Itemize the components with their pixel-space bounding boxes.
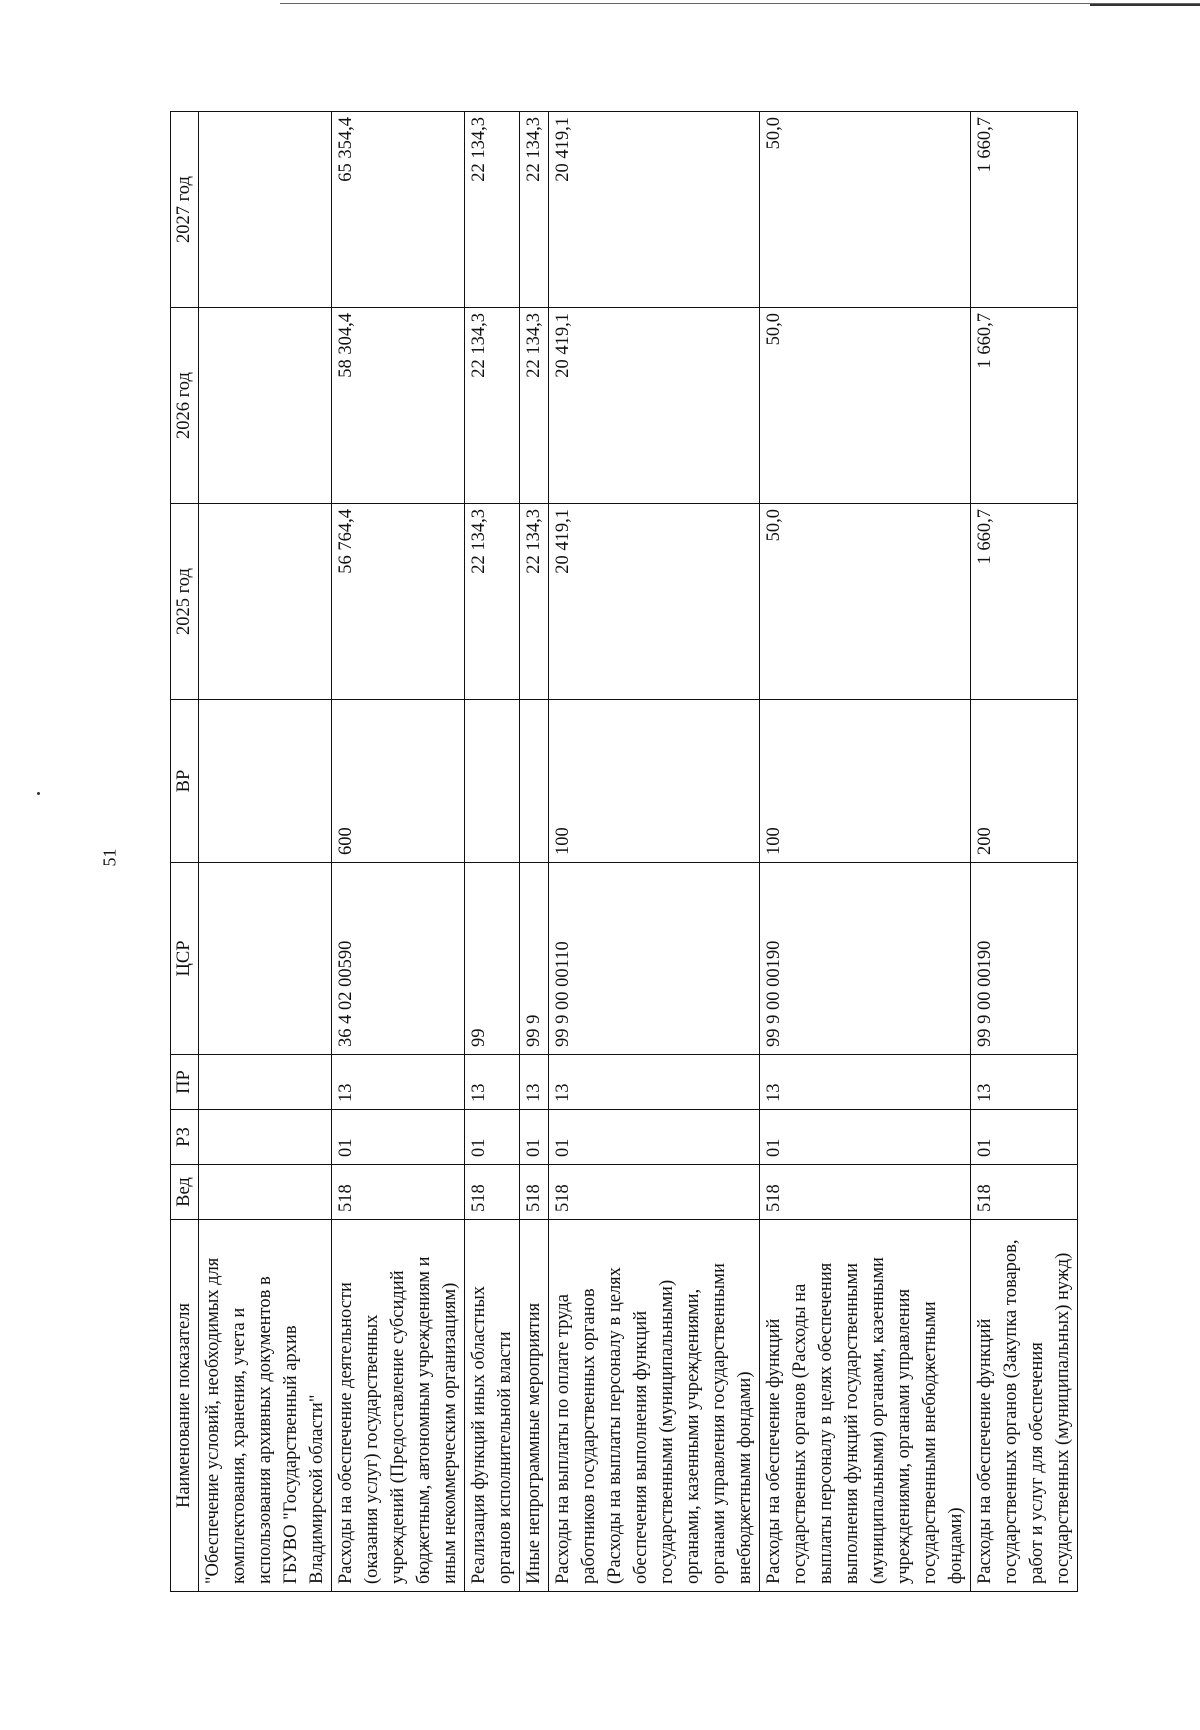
- cell-2026: [199, 308, 332, 504]
- cell-2027: 65 354,4: [332, 112, 465, 308]
- table-row: [199, 112, 332, 1592]
- cell-pr: 13: [760, 1055, 971, 1110]
- table-row: [465, 112, 520, 1592]
- rotated-table-container: [170, 112, 1140, 1592]
- cell-pr: [199, 1055, 332, 1110]
- cell-2027: [199, 112, 332, 308]
- cell-name: Расходы на выплаты по оплате труда работников государственных органов (Расходы на выплаты персоналу в целях обеспечения выполнения функций государственными (муниципальными) органами, казенными учреждениями, органами управления государственными внебюджетными фондами): [549, 1220, 760, 1592]
- cell-2027: 20 419,1: [549, 112, 760, 308]
- cell-name: Расходы на обеспечение деятельности (оказания услуг) государственных учреждений (Предоставление субсидий бюджетным, автономным учреждениям и иным некоммерческим организациям): [332, 1220, 465, 1592]
- table-row: [332, 112, 465, 1592]
- col-header-2025: 2025 год: [171, 504, 199, 700]
- cell-rz: 01: [971, 1110, 1078, 1165]
- cell-name: Расходы на обеспечение функций государственных органов (Расходы на выплаты персоналу в целях обеспечения выполнения функций государственными (муниципальными) органами, казенными учреждениями, органами управления государственными внебюджетными фондами): [760, 1220, 971, 1592]
- cell-2025: 56 764,4: [332, 504, 465, 700]
- cell-2026: 58 304,4: [332, 308, 465, 504]
- cell-rz: 01: [332, 1110, 465, 1165]
- cell-rz: 01: [760, 1110, 971, 1165]
- cell-2025: [199, 504, 332, 700]
- cell-2025: 1 660,7: [971, 504, 1078, 700]
- col-header-rz: РЗ: [171, 1110, 199, 1165]
- cell-2025: 22 134,3: [465, 504, 520, 700]
- scan-edge-line: [1090, 4, 1200, 6]
- cell-pr: 13: [520, 1055, 549, 1110]
- cell-2026: 22 134,3: [520, 308, 549, 504]
- cell-csr: 99 9 00 00190: [971, 863, 1078, 1055]
- table-row: [520, 112, 549, 1592]
- col-header-ved: Вед: [171, 1165, 199, 1220]
- scan-edge-line: [280, 3, 1200, 4]
- cell-name: Реализация функций иных областных органов исполнительной власти: [465, 1220, 520, 1592]
- cell-2027: 22 134,3: [465, 112, 520, 308]
- cell-name: "Обеспечение условий, необходимых для комплектования, хранения, учета и использования архивных документов в ГБУВО "Государственный архив Владимирской области": [199, 1220, 332, 1592]
- cell-2025: 22 134,3: [520, 504, 549, 700]
- cell-rz: [199, 1110, 332, 1165]
- cell-csr: 99: [465, 863, 520, 1055]
- cell-2026: 1 660,7: [971, 308, 1078, 504]
- cell-2025: 50,0: [760, 504, 971, 700]
- col-header-2027: 2027 год: [171, 112, 199, 308]
- budget-table: [170, 111, 1078, 1592]
- cell-name: Иные непрограммные мероприятия: [520, 1220, 549, 1592]
- cell-ved: 518: [549, 1165, 760, 1220]
- scan-speck: [37, 792, 40, 795]
- cell-ved: 518: [971, 1165, 1078, 1220]
- cell-2025: 20 419,1: [549, 504, 760, 700]
- cell-csr: 99 9: [520, 863, 549, 1055]
- cell-pr: 13: [971, 1055, 1078, 1110]
- cell-ved: 518: [520, 1165, 549, 1220]
- page-number: 51: [99, 848, 120, 867]
- cell-2026: 22 134,3: [465, 308, 520, 504]
- table-row: [760, 112, 971, 1592]
- cell-2027: 1 660,7: [971, 112, 1078, 308]
- cell-vr: 100: [760, 700, 971, 863]
- cell-pr: 13: [332, 1055, 465, 1110]
- cell-csr: 36 4 02 00590: [332, 863, 465, 1055]
- col-header-2026: 2026 год: [171, 308, 199, 504]
- cell-2027: 22 134,3: [520, 112, 549, 308]
- cell-vr: [465, 700, 520, 863]
- table-row: [971, 112, 1078, 1592]
- cell-vr: 200: [971, 700, 1078, 863]
- cell-2026: 50,0: [760, 308, 971, 504]
- cell-vr: 600: [332, 700, 465, 863]
- cell-rz: 01: [520, 1110, 549, 1165]
- cell-rz: 01: [549, 1110, 760, 1165]
- cell-csr: 99 9 00 00110: [549, 863, 760, 1055]
- cell-ved: 518: [332, 1165, 465, 1220]
- cell-ved: [199, 1165, 332, 1220]
- cell-csr: [199, 863, 332, 1055]
- cell-2026: 20 419,1: [549, 308, 760, 504]
- cell-pr: 13: [465, 1055, 520, 1110]
- cell-vr: [199, 700, 332, 863]
- cell-pr: 13: [549, 1055, 760, 1110]
- cell-ved: 518: [760, 1165, 971, 1220]
- cell-2027: 50,0: [760, 112, 971, 308]
- col-header-vr: ВР: [171, 700, 199, 863]
- table-row: [549, 112, 760, 1592]
- cell-rz: 01: [465, 1110, 520, 1165]
- cell-vr: [520, 700, 549, 863]
- col-header-csr: ЦСР: [171, 863, 199, 1055]
- col-header-name: Наименование показателя: [171, 1220, 199, 1592]
- col-header-pr: ПР: [171, 1055, 199, 1110]
- cell-name: Расходы на обеспечение функций государственных органов (Закупка товаров, работ и услуг для обеспечения государственных (муниципальных) нужд): [971, 1220, 1078, 1592]
- header-row: [171, 112, 199, 1592]
- cell-ved: 518: [465, 1165, 520, 1220]
- cell-csr: 99 9 00 00190: [760, 863, 971, 1055]
- cell-vr: 100: [549, 700, 760, 863]
